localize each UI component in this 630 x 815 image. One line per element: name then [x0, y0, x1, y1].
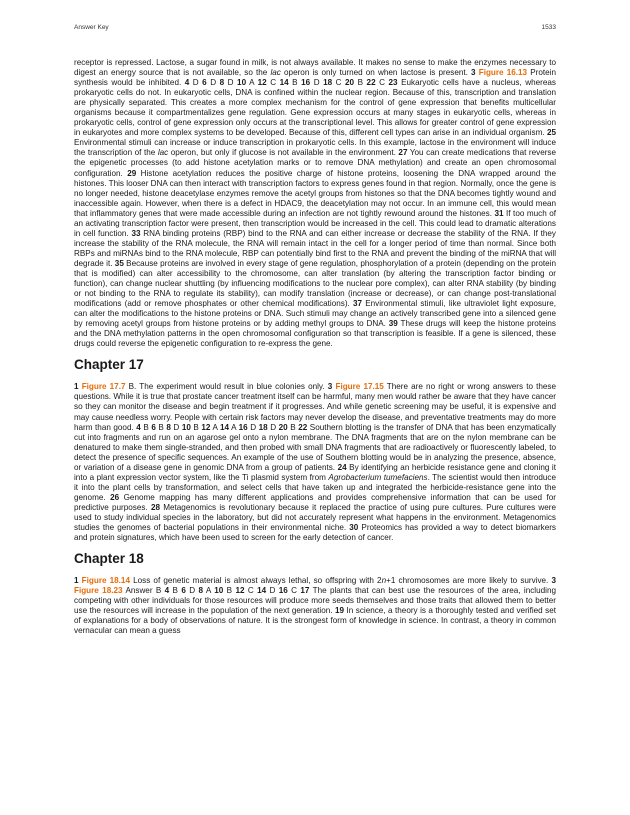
text-run: Environmental stimuli can increase or induce transcription in prokaryotic cells. In this example, lactose in the environment will induce the transcription of the — [74, 138, 556, 158]
answer-number: 1 — [74, 382, 79, 392]
answer-number: 14 — [279, 78, 289, 88]
text-run: Environmental stimuli, like ultraviolet light exposure, can alter the modifications to the histone proteins or DNA. Such stimuli may change an actively transcribed gene into a silenced gene by removing acetyl groups from histone proteins or by adding methyl groups to DNA. — [74, 299, 556, 329]
text-run: D — [267, 422, 279, 432]
answer-number: 18 — [323, 78, 333, 88]
answer-number: 16 — [238, 422, 248, 432]
answer-number: 31 — [494, 208, 504, 218]
answer-number: 35 — [114, 258, 124, 268]
chapter-16-answers — [74, 58, 556, 349]
text-run: If too much of an activating transcription factor were present, then transcription would be increased in the cell. This could lead to dramatic alterations in cell function. — [74, 208, 556, 238]
text-run: Eukaryotic cells have a nucleus, whereas prokaryotic cells do not. In eukaryotic cells, DNA is confined within the nuclear region. Because of this, transcription and translation are physically separated. This creates a more complex mechanism for the control of gene expression that benefits multicellular organisms because it compartmentalizes gene regulation. Gene expression occurs at many stages in eukaryotic cells, whereas in prokaryotic cells, control of gene expression only occurs at the transcriptional level. This allows for greater control of gene expression in eukaryotes and more complex systems to be developed. Because of this, different cell types can arise in an individual organism. — [74, 78, 556, 138]
answer-number: 26 — [110, 492, 120, 502]
figure-link[interactable]: Figure 16.13 — [478, 68, 528, 78]
text-run: B — [169, 586, 182, 596]
answer-number: 22 — [298, 422, 308, 432]
answer-number: 37 — [352, 299, 363, 309]
text-run: In science, a theory is a thoroughly tested and verified set of explanations for a body of observations of nature. It is the strongest form of knowledge in science. In contrast, a theory in common vernacular can mean a guess — [74, 606, 556, 636]
chapter-17-heading: Chapter 17 — [74, 357, 144, 373]
answer-number: 33 — [131, 228, 141, 238]
answer-number: 14 — [257, 586, 267, 596]
text-run: A — [210, 422, 221, 432]
answer-number: 12 — [235, 586, 245, 596]
text-run: B — [223, 586, 236, 596]
answer-number: 6 — [151, 422, 156, 432]
text-run: Loss of genetic material is almost always lethal, so offspring with 2 — [129, 576, 382, 586]
text-run: A — [246, 78, 258, 88]
answer-number: 8 — [198, 586, 203, 596]
answer-number: 17 — [300, 586, 310, 596]
text-run: A — [203, 586, 215, 596]
text-run: D — [206, 78, 220, 88]
figure-link[interactable]: Figure 18.23 — [74, 586, 123, 596]
text-run: D — [170, 422, 182, 432]
answer-number: 25 — [546, 128, 556, 138]
text-run: These drugs will keep the histone proteins and the DNA methylation patterns in the open chromosomal configuration so that transcription is feasible. If a gene is silenced, these drugs could reverse the epigenetic configuration to re-express the gene. — [74, 319, 556, 349]
text-run: Answer B — [122, 586, 165, 596]
answer-number: 6 — [181, 586, 186, 596]
answer-number: 16 — [301, 78, 311, 88]
text-run: By identifying an herbicide resistance gene and cloning it into a plant expression vector system, like the Ti plasmid system from — [74, 462, 556, 482]
answer-number: 3 — [327, 382, 333, 392]
figure-link[interactable]: Figure 17.7 — [81, 382, 126, 392]
text-run: A — [229, 422, 239, 432]
answer-number: 24 — [337, 462, 347, 472]
text-run: Because proteins are involved in every stage of gene regulation, phosphorylation of a protein (depending on the protein that is modified) can alter accessibility to the chromosome, can alter translation (by altering the transcription factor binding or function), can change nuclear shuttling (by influencing modifications to the nuclear pore complex), can alter RNA stability (by binding or not binding to the RNA to regulate its stability), can modify translation (increase or decrease), or can change post-translational modifications (add or remove phosphates or other chemical modifications). — [74, 258, 556, 309]
text-run: B — [287, 422, 299, 432]
italic-text: Agrobacterium tumefaciens — [328, 472, 428, 482]
text-run: operon, but only if glucose is not available in the environment. — [168, 148, 399, 158]
text-run: C — [244, 586, 258, 596]
italic-text: lac — [270, 68, 281, 78]
answer-number: 22 — [366, 78, 376, 88]
text-run: There are no right or wrong answers to these questions. While it is true that prostate cancer treatment itself can be harmful, many men would rather be aware that they have cancer so they can monitor the disease and begin treatment if it progresses. And while genetic screening may be useful, it is expensive and may cause needless worry. People with certain risk factors may never develop the disease, and preventative treatments may do more harm than good. — [74, 382, 557, 432]
text-run: B — [354, 78, 367, 88]
text-run: C — [287, 586, 301, 596]
answer-number: 10 — [237, 78, 247, 88]
answer-number: 1 — [74, 576, 79, 586]
text-run: . The scientist would then introduce it into the plant cells by transformation, and select cells that have taken up and integrated the herbicide-resistance gene into the genome. — [74, 472, 556, 502]
text-run: C — [375, 78, 389, 88]
answer-number: 20 — [278, 422, 288, 432]
chapter-18-heading: Chapter 18 — [74, 551, 144, 567]
chapter-17-answers — [74, 382, 556, 543]
text-run: You can create medications that reverse the epigenetic processes (to add histone acetylation marks or to remove DNA methylation) and create an open chromosomal configuration. — [74, 148, 556, 178]
answer-number: 3 — [551, 576, 556, 586]
text-run: Proteomics has provided a way to detect biomarkers and protein signatures, which have been used to screen for the early detection of cancer. — [74, 523, 556, 543]
answer-number: 16 — [278, 586, 288, 596]
text-run: Southern blotting is the transfer of DNA that has been enzymatically cut into fragments and run on an agarose gel onto a nylon membrane. The DNA fragments that are on the nylon membrane can be denatured to make them single-stranded, and then probed with small DNA fragments that are radioactively or fluorescently labeled, to detect the presence of specific sequences. An example of the use of Southern blotting would be in analyzing the presence, absence, or variation of a disease gene in genomic DNA from a group of patients. — [74, 422, 557, 472]
answer-number: 4 — [184, 78, 190, 88]
chapter-18-answers — [74, 576, 556, 636]
running-header — [74, 24, 556, 31]
answer-number: 4 — [136, 422, 141, 432]
answer-number: 6 — [202, 78, 207, 88]
answer-number: 18 — [258, 422, 268, 432]
answer-number: 10 — [181, 422, 191, 432]
text-run: B — [140, 422, 152, 432]
answer-number: 8 — [219, 78, 225, 88]
answer-number: 19 — [334, 606, 345, 616]
answer-number: 29 — [127, 168, 137, 178]
text-run: B. The experiment would result in blue colonies only. — [125, 382, 328, 392]
text-run: Histone acetylation reduces the positive charge of histone proteins, loosening the DNA wrapped around the histones. This looser DNA can then interact with transcription factors to express genes found in that region. Normally, once the gene is no longer needed, histone deacetylase enzymes remove the acetyl groups from histones so that the DNA becomes tightly wound and inaccessible again. However, when there is a defect in HDAC9, the deacetylation may not occur. In an immune cell, this would mean that inflammatory genes that were made accessible during an infection are not tightly rewound around the histones. — [74, 168, 556, 218]
answer-number: 23 — [388, 78, 398, 88]
text-run: operon is only turned on when lactose is present. — [280, 68, 472, 78]
answer-number: 4 — [164, 586, 170, 596]
text-run: D — [224, 78, 238, 88]
answer-number: 8 — [166, 422, 171, 432]
page-number: 1533 — [541, 24, 556, 31]
answer-number: 3 — [471, 68, 476, 78]
text-run: B — [155, 422, 167, 432]
answer-number: 12 — [257, 78, 267, 88]
answer-number: 20 — [345, 78, 355, 88]
text-run: D — [247, 422, 259, 432]
answer-number: 28 — [150, 502, 160, 512]
answer-number: 39 — [388, 319, 398, 329]
text-run: D — [266, 586, 279, 596]
text-run: D — [310, 78, 324, 88]
text-run: Genome mapping has many different applications and provides comprehensive information that can be used for predictive purposes. — [74, 492, 556, 512]
text-run: C — [266, 78, 280, 88]
answer-number: 14 — [220, 422, 230, 432]
text-run: The plants that can best use the resources of the area, including competing with other individuals for those resources will produce more seeds themselves and those traits that allowed them to better use the resources will increase in the population of the next generation. — [74, 586, 556, 616]
text-run: Protein synthesis would be inhibited. — [74, 68, 556, 88]
header-title: Answer Key — [74, 24, 109, 31]
italic-text: lac — [157, 148, 169, 158]
answer-number: 12 — [201, 422, 211, 432]
italic-text: n — [381, 576, 387, 586]
answer-key-content — [74, 58, 556, 636]
answer-number: 30 — [349, 523, 359, 533]
text-run: receptor is repressed. Lactose, a sugar found in milk, is not always available. It makes no sense to make the enzymes necessary to digest an energy source that is not available, so the — [74, 58, 556, 78]
answer-number: 27 — [398, 148, 408, 158]
text-run: C — [332, 78, 346, 88]
text-run: +1 chromosomes are more likely to survive. — [386, 576, 552, 586]
text-run: B — [288, 78, 302, 88]
answer-number: 10 — [214, 586, 224, 596]
figure-link[interactable]: Figure 17.15 — [335, 382, 384, 392]
figure-link[interactable]: Figure 18.14 — [81, 576, 130, 586]
text-run: D — [189, 78, 203, 88]
text-run: Metagenomics is revolutionary because it replaced the practice of using pure cultures. Pure cultures were used to study individual species in the laboratory, but did not accurately represent what happens in the environment. Metagenomics studies the genomes of bacterial populations in their environmental niche. — [74, 502, 556, 533]
text-run: B — [190, 422, 202, 432]
text-run: RNA binding proteins (RBP) bind to the RNA and can either increase or decrease the stability of the RNA. If they increase the stability of the RNA molecule, the RNA will remain intact in the cell for a longer period of time than normal. Since both RBPs and miRNAs bind to the RNA molecule, RBP can potentially bind first to the RNA and prevent the binding of the miRNA that will degrade it. — [74, 228, 556, 268]
text-run: D — [185, 586, 199, 596]
